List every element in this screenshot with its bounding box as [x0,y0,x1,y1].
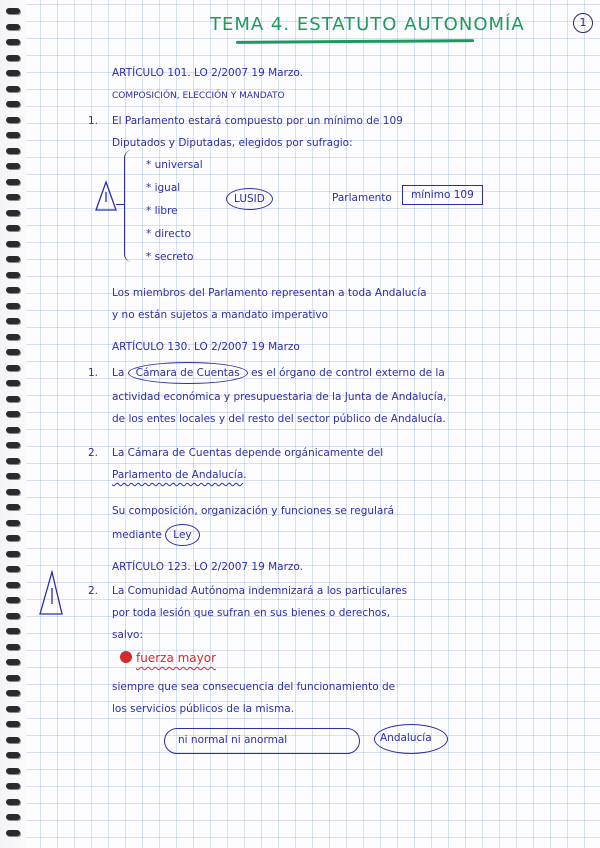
text-line: los servicios públicos de la misma. [112,703,295,715]
article-123-heading: ARTÍCULO 123. LO 2/2007 19 Marzo. [112,561,303,573]
bracket-tip [116,204,124,205]
title-underline [236,39,474,44]
spiral-ring [6,721,20,727]
spiral-ring [6,442,20,448]
parlamento-label: Parlamento [332,192,392,204]
spiral-ring [6,659,20,665]
spiral-ring [6,132,20,138]
text-line: Los miembros del Parlamento representan a toda Andalucía [112,287,427,299]
spiral-ring [6,334,20,340]
paragraph-number: 2. [88,585,99,597]
spiral-ring [6,287,20,293]
text-line: actividad económica y presupuestaria de la Junta de Andalucía, [112,391,447,403]
spiral-ring [6,117,20,123]
sufragio-item: * directo [146,228,192,240]
warning-triangle-icon [38,570,64,616]
text-line: La Cámara de Cuentas es el órgano de control externo de la [112,368,445,379]
spiral-ring [6,8,20,14]
spiral-ring [6,706,20,712]
spiral-ring [6,210,20,216]
text-line: mediante Ley [112,530,200,541]
sufragio-item: * libre [146,205,178,217]
spiral-ring [6,644,20,650]
spiral-ring [6,194,20,200]
sufragio-item: * secreto [146,251,194,263]
article-101-subtitle: COMPOSICIÓN, ELECCIÓN Y MANDATO [112,91,285,101]
spiral-ring [6,535,20,541]
text-line: y no están sujetos a mandato imperativo [112,309,329,321]
camara-de-cuentas: Cámara de Cuentas [128,362,248,384]
text-line: de los entes locales y del resto del sector público de Andalucía. [112,413,446,425]
spiral-ring [6,101,20,107]
text-line: Diputados y Diputadas, elegidos por sufragio: [112,137,353,149]
spiral-ring [6,597,20,603]
text-line: Parlamento de Andalucía. [112,469,247,481]
spiral-ring [6,520,20,526]
text-line: Su composición, organización y funciones se regulará [112,505,395,517]
spiral-ring [6,489,20,495]
spiral-ring [6,396,20,402]
spiral-ring [6,504,20,510]
parlamento-andalucia: Parlamento de Andalucía [112,469,244,481]
spiral-ring [6,272,20,278]
page-number: 1 [573,13,593,33]
paragraph-number: 1. [88,115,99,127]
text-line: El Parlamento estará compuesto por un mínimo de 109 [112,115,403,127]
spiral-ring [6,783,20,789]
spiral-ring [6,380,20,386]
paragraph-number: 1. [88,367,99,379]
text-line: siempre que sea consecuencia del funcionamiento de [112,681,396,693]
spiral-ring [6,690,20,696]
spiral-ring [6,551,20,557]
spiral-ring [6,628,20,634]
spiral-ring [6,39,20,45]
spiral-ring [6,737,20,743]
sufragio-item: * universal [146,159,203,171]
parlamento-minimum-box: mínimo 109 [402,190,483,201]
lusid-mnemonic: LUSID [226,194,273,205]
bracket [124,150,135,262]
andalucia-label: Andalucía [380,732,432,744]
article-130-heading: ARTÍCULO 130. LO 2/2007 19 Marzo [112,341,300,353]
paragraph-number: 2. [88,447,99,459]
warning-triangle-icon [94,180,118,212]
spiral-ring [6,582,20,588]
spiral-ring [6,163,20,169]
spiral-ring [6,349,20,355]
spiral-ring [6,86,20,92]
spiral-ring [6,318,20,324]
spiral-ring [6,148,20,154]
ni-normal-ni-anormal: ni normal ni anormal [178,734,288,746]
fuerza-mayor: fuerza mayor [136,651,217,665]
spiral-ring [6,814,20,820]
spiral-ring [6,179,20,185]
spiral-ring [6,768,20,774]
spiral-ring [6,613,20,619]
ley-circled: Ley [165,524,199,546]
text-line: La Comunidad Autónoma indemnizará a los particulares [112,585,408,597]
spiral-ring [6,799,20,805]
article-101-heading: ARTÍCULO 101. LO 2/2007 19 Marzo. [112,67,303,79]
spiral-ring [6,241,20,247]
text-line: La Cámara de Cuentas depende orgánicamente del [112,447,384,459]
sufragio-item: * igual [146,182,181,194]
spiral-ring [6,55,20,61]
spiral-ring [6,830,20,836]
spiral-ring [6,256,20,262]
spiral-binding [0,0,26,848]
spiral-ring [6,458,20,464]
spiral-ring [6,303,20,309]
spiral-ring [6,365,20,371]
spiral-ring [6,225,20,231]
spiral-ring [6,24,20,30]
spiral-ring [6,473,20,479]
spiral-ring [6,566,20,572]
spiral-ring [6,752,20,758]
page-title: TEMA 4. ESTATUTO AUTONOMÍA [210,14,525,35]
red-highlight-mark [120,651,132,663]
text-line: por toda lesión que sufran en sus bienes o derechos, [112,607,391,619]
spiral-ring [6,411,20,417]
spiral-ring [6,70,20,76]
spiral-ring [6,427,20,433]
text-line: salvo: [112,629,143,641]
spiral-ring [6,675,20,681]
